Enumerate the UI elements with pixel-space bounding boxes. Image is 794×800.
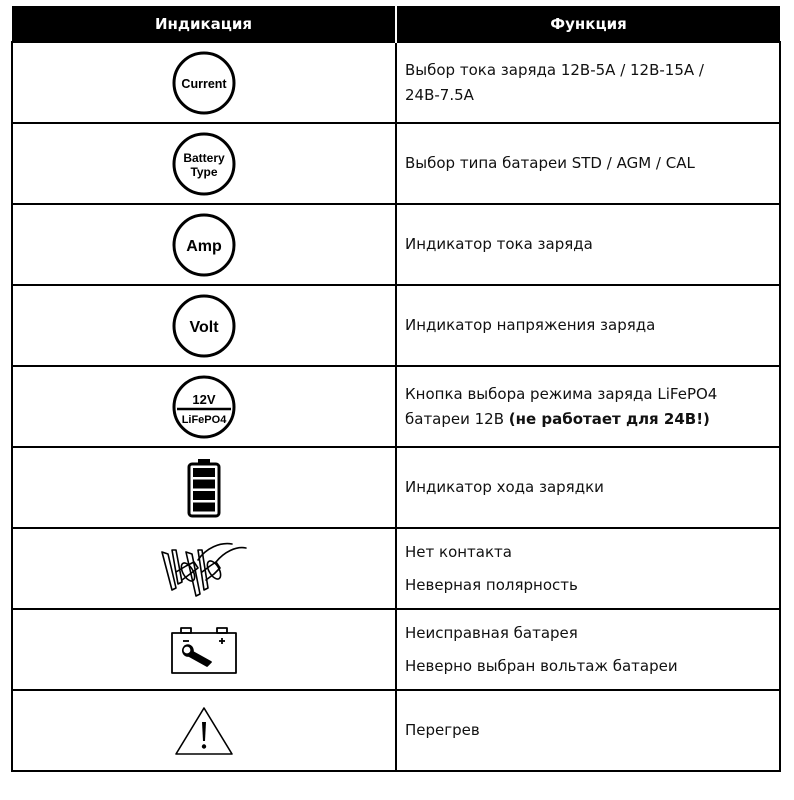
table-row	[12, 447, 780, 528]
indication-cell	[12, 528, 396, 609]
function-cell	[396, 447, 780, 528]
function-text: Индикатор тока заряда	[405, 235, 593, 253]
volt-label: Volt	[189, 318, 219, 336]
table-row	[12, 123, 780, 204]
clamps-icon	[158, 538, 250, 600]
function-cell	[396, 42, 780, 123]
amp-indicator-icon	[171, 212, 237, 278]
table-row	[12, 42, 780, 123]
indication-cell	[12, 366, 396, 447]
indication-cell	[12, 609, 396, 690]
battery-label: Battery	[183, 150, 225, 165]
function-text: Неверно выбран вольтаж батареи	[405, 656, 678, 675]
function-cell	[396, 285, 780, 366]
function-cell	[396, 123, 780, 204]
lifepo4-function-text: Кнопка выбора режима заряда LiFePO4 батареи 12В	[405, 384, 718, 428]
current-button-icon	[171, 50, 237, 116]
function-text: Выбор типа батареи STD / AGM / CAL	[405, 154, 695, 172]
battery-level-icon	[187, 458, 221, 518]
table-row	[12, 528, 780, 609]
indication-cell	[12, 447, 396, 528]
warning-triangle-icon	[173, 705, 235, 757]
lifepo4-label: LiFePO4	[181, 413, 227, 426]
amp-label: Amp	[186, 237, 222, 255]
indication-cell	[12, 123, 396, 204]
function-text: Индикатор хода зарядки	[405, 478, 604, 496]
function-cell	[396, 204, 780, 285]
function-text: Нет контакта	[405, 542, 512, 561]
function-cell	[396, 366, 780, 447]
function-text: Неверная полярность	[405, 575, 578, 594]
function-cell	[396, 528, 780, 609]
function-cell	[396, 609, 780, 690]
volt-indicator-icon	[171, 293, 237, 359]
function-text: Индикатор напряжения заряда	[405, 316, 656, 334]
table-row	[12, 285, 780, 366]
indication-cell	[12, 42, 396, 123]
table-row	[12, 609, 780, 690]
lifepo4-warning-text: (не работает для 24В!)	[508, 409, 710, 428]
indication-cell	[12, 690, 396, 771]
faulty-battery-icon	[169, 624, 239, 676]
function-cell	[396, 690, 780, 771]
indication-table	[11, 6, 781, 772]
indication-cell	[12, 204, 396, 285]
function-text: Выбор тока заряда 12В-5А / 12В-15А / 24В-7.5А	[405, 60, 704, 104]
12v-label: 12V	[192, 391, 216, 407]
lifepo4-button-icon	[171, 374, 237, 440]
function-text: Неисправная батарея	[405, 623, 578, 642]
table-row	[12, 366, 780, 447]
header-function: Функция	[396, 6, 780, 42]
header-indication: Индикация	[12, 6, 396, 42]
function-text	[405, 382, 775, 432]
battery-type-button-icon	[171, 131, 237, 197]
table-row	[12, 690, 780, 771]
function-text: Перегрев	[405, 721, 480, 739]
current-label: Current	[181, 76, 227, 91]
table-row	[12, 204, 780, 285]
type-label: Type	[190, 164, 218, 179]
table-header-row	[12, 6, 780, 42]
indication-cell	[12, 285, 396, 366]
